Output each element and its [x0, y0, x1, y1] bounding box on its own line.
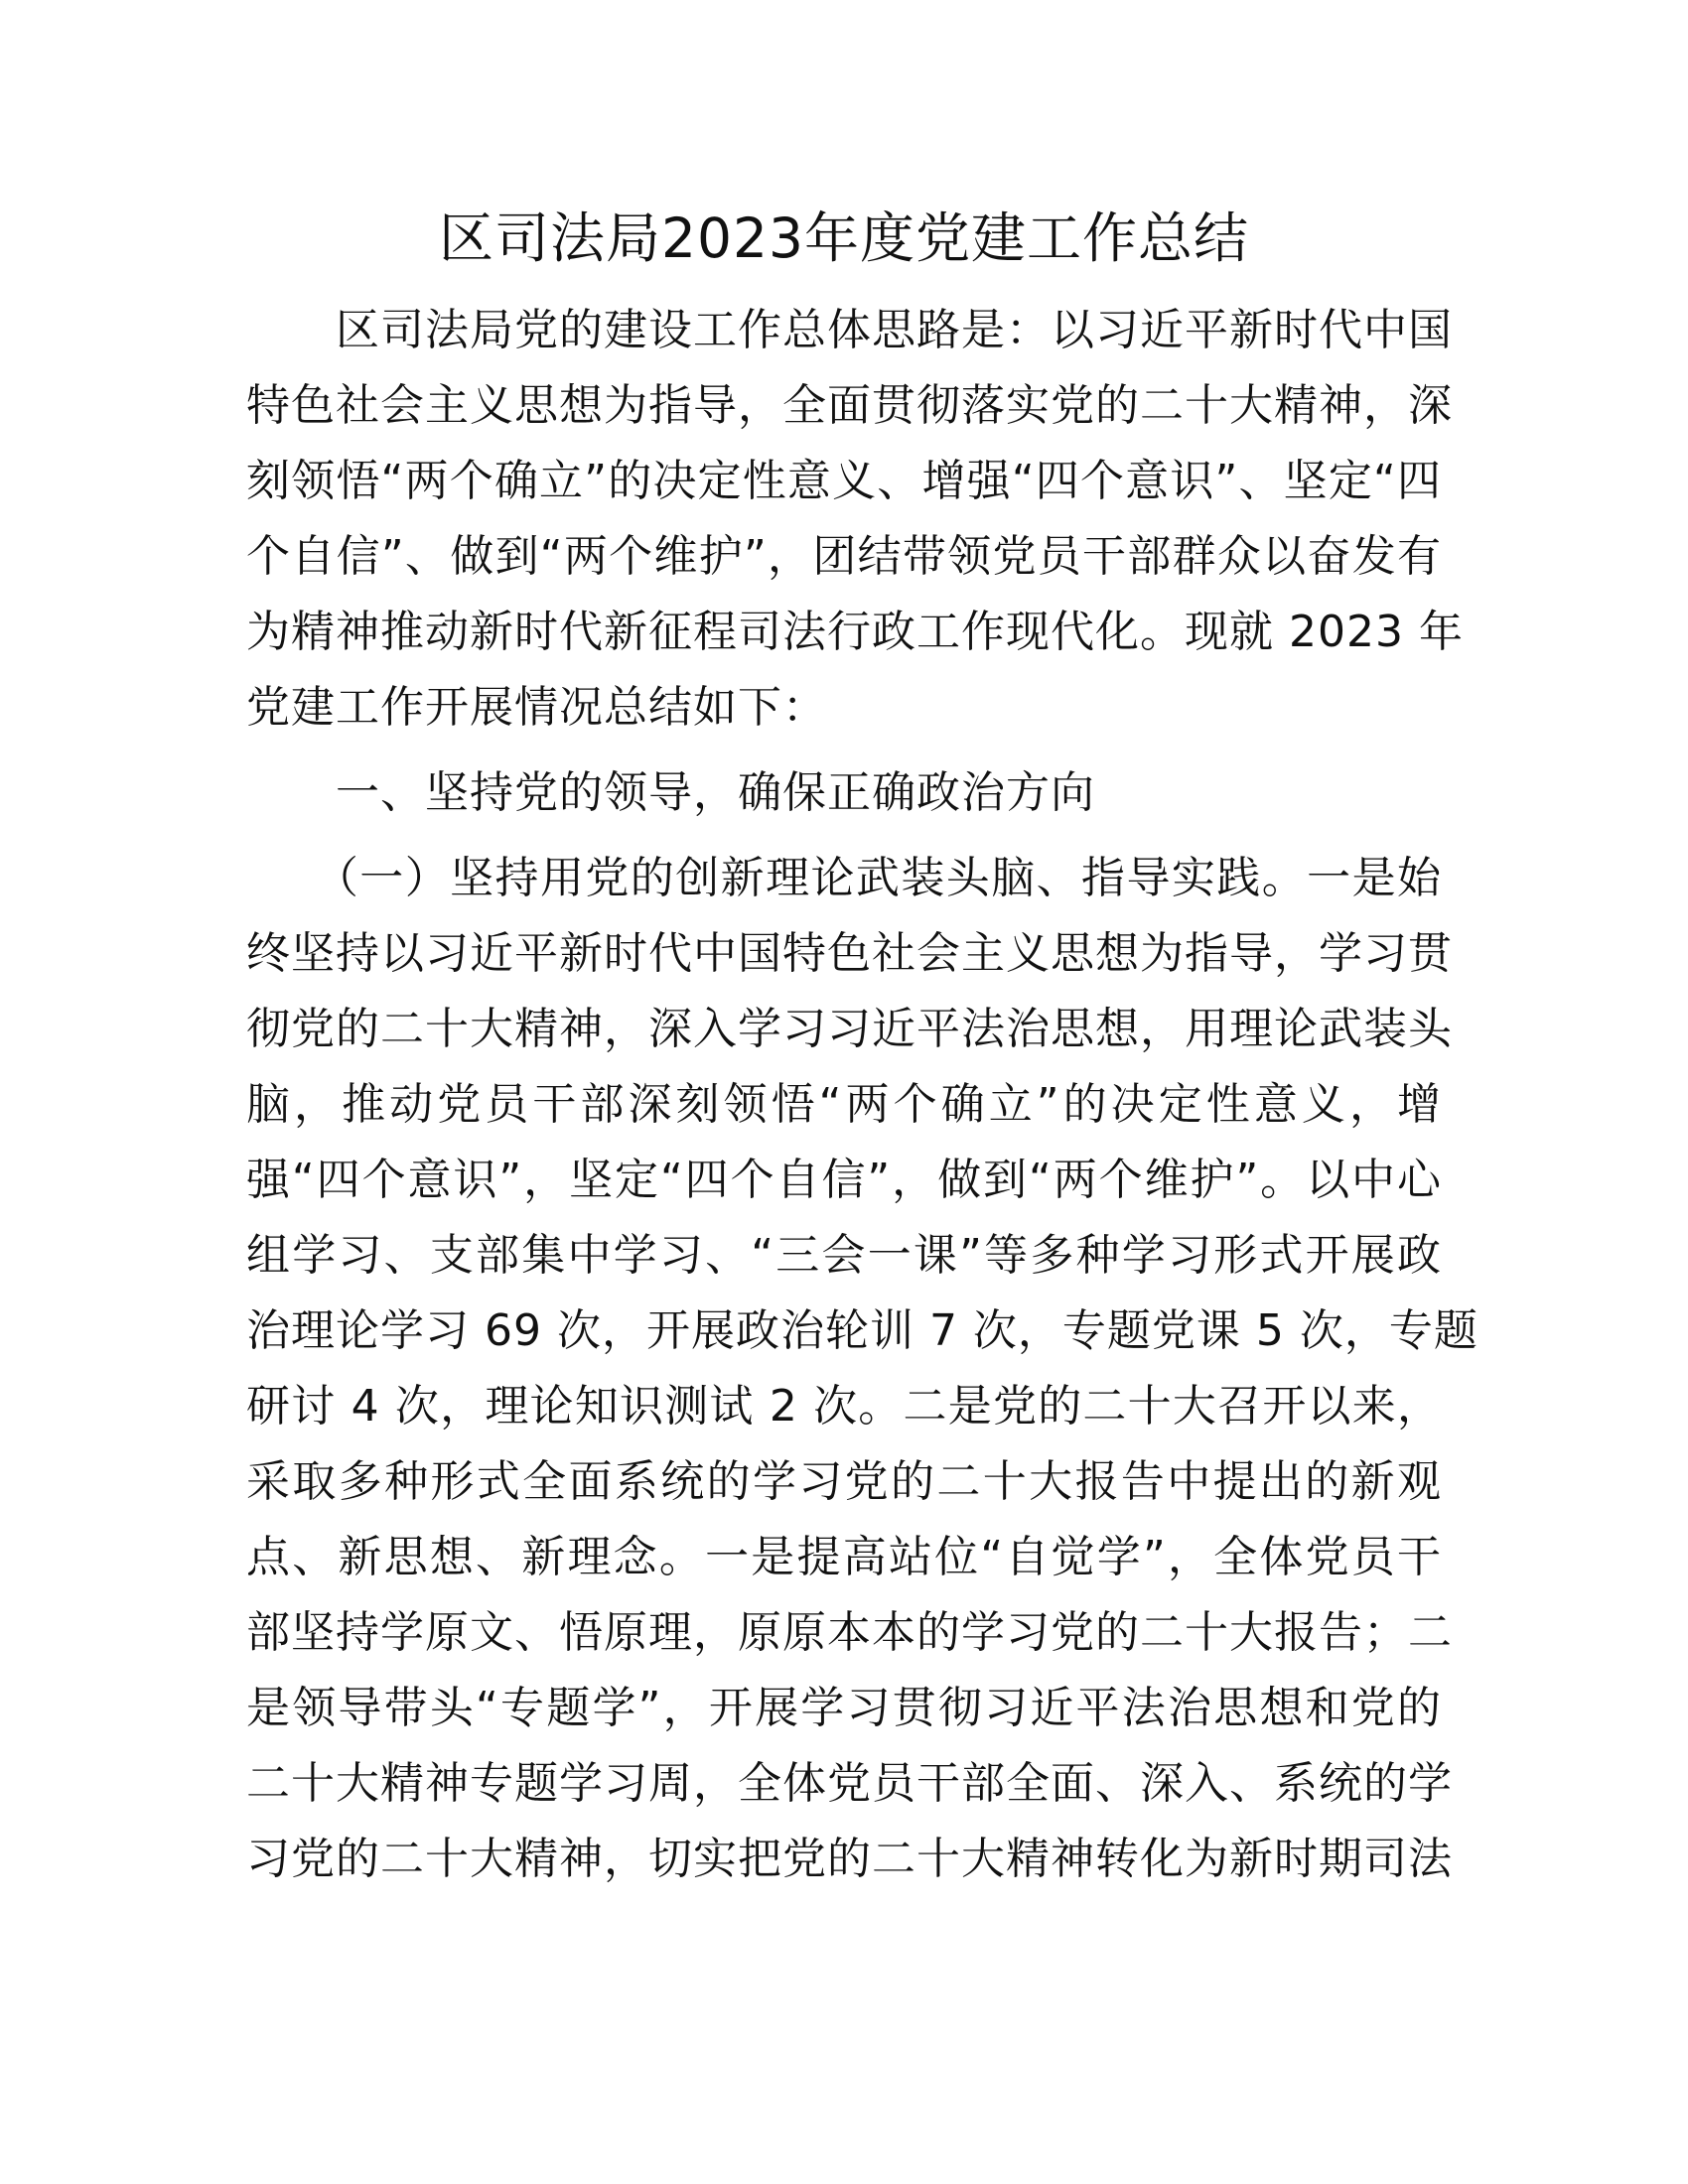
paragraph-3-line-13: 二十大精神专题学习周，全体党员干部全面、深入、系统的学: [246, 1758, 1453, 1809]
paragraph-3-line-2: 终坚持以习近平新时代中国特色社会主义思想为指导，学习贯: [246, 928, 1453, 979]
paragraph-3-line-4: 脑，推动党员干部深刻领悟“两个确立”的决定性意义，增: [246, 1079, 1442, 1130]
paragraph-3-line-10: 点、新思想、新理念。一是提高站位“自觉学”，全体党员干: [246, 1532, 1442, 1582]
section-heading-1: 一、坚持党的领导，确保正确政治方向: [246, 767, 1095, 818]
paragraph-3-line-6: 组学习、支部集中学习、“三会一课”等多种学习形式开展政: [246, 1230, 1442, 1281]
paragraph-3-line-3: 彻党的二十大精神，深入学习习近平法治思想，用理论武装头: [246, 1004, 1453, 1054]
paragraph-1-line-6: 党建工作开展情况总结如下：: [246, 682, 827, 733]
paragraph-1-line-1: 区司法局党的建设工作总体思路是：以习近平新时代中国: [246, 305, 1453, 355]
paragraph-gap: [246, 831, 1442, 841]
paragraph-1-line-4: 个自信”、做到“两个维护”，团结带领党员干部群众以奋发有: [246, 531, 1442, 582]
paragraph-1-line-3: 刻领悟“两个确立”的决定性意义、增强“四个意识”、坚定“四: [246, 456, 1442, 506]
paragraph-3-line-14: 习党的二十大精神，切实把党的二十大精神转化为新时期司法: [246, 1834, 1453, 1884]
document-body: [246, 293, 1478, 1897]
paragraph-3-line-8: 研讨 4 次，理论知识测试 2 次。二是党的二十大召开以来，: [246, 1381, 1442, 1432]
paragraph-1-line-2: 特色社会主义思想为指导，全面贯彻落实党的二十大精神，深: [246, 380, 1453, 431]
paragraph-gap: [246, 746, 1442, 755]
paragraph-3-line-1: （一）坚持用党的创新理论武装头脑、指导实践。一是始: [246, 853, 1442, 903]
paragraph-3-line-12: 是领导带头“专题学”，开展学习贯彻习近平法治思想和党的: [246, 1683, 1442, 1733]
paragraph-3-line-11: 部坚持学原文、悟原理，原原本本的学习党的二十大报告；二: [246, 1607, 1453, 1658]
paragraph-3-line-5: 强“四个意识”，坚定“四个自信”，做到“两个维护”。以中心: [246, 1155, 1442, 1205]
document-title: 区司法局2023年度党建工作总结: [439, 206, 1249, 270]
paragraph-1-line-5: 为精神推动新时代新征程司法行政工作现代化。现就 2023 年: [246, 607, 1464, 657]
paragraph-3-line-9: 采取多种形式全面系统的学习党的二十大报告中提出的新观: [246, 1456, 1442, 1507]
paragraph-3-line-7: 治理论学习 69 次，开展政治轮训 7 次，专题党课 5 次，专题: [246, 1305, 1478, 1356]
